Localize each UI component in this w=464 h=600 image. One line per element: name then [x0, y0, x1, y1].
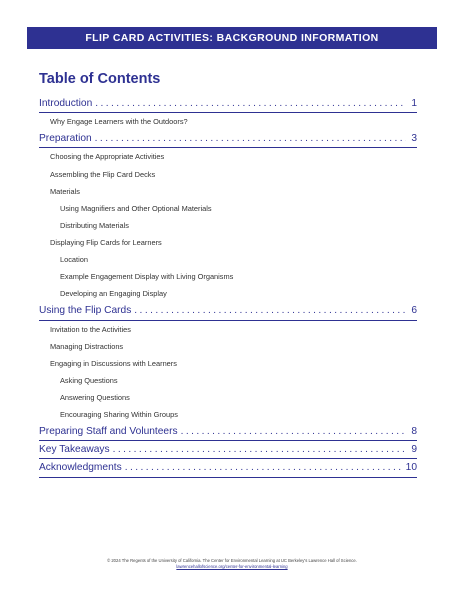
toc-leader-dots [125, 459, 403, 476]
toc-subsection[interactable] [39, 268, 417, 285]
toc-section[interactable] [39, 95, 417, 113]
toc-subsection[interactable] [39, 406, 417, 423]
table-of-contents [39, 95, 417, 478]
toc-entry-label: Location [60, 255, 88, 265]
toc-subsection[interactable] [39, 321, 417, 338]
footer-link[interactable]: lawrencehallofscience.org/center-for-environmental-learning [176, 564, 288, 569]
toc-entry-label: Developing an Engaging Display [60, 289, 167, 299]
toc-entry-label: Displaying Flip Cards for Learners [50, 237, 162, 247]
toc-section[interactable] [39, 459, 417, 477]
toc-subsection[interactable] [39, 372, 417, 389]
toc-leader-dots [95, 95, 406, 112]
toc-leader-dots [113, 441, 406, 458]
toc-subsection[interactable] [39, 355, 417, 372]
toc-entry-label: Choosing the Appropriate Activities [50, 152, 165, 162]
toc-subsection[interactable] [39, 338, 417, 355]
toc-entry-label: Materials [50, 186, 80, 196]
header-banner [27, 27, 437, 49]
toc-leader-dots [134, 302, 406, 319]
toc-page-number: 3 [411, 133, 417, 145]
toc-entry-label: Using Magnifiers and Other Optional Materials [60, 203, 212, 213]
toc-section[interactable] [39, 302, 417, 320]
toc-entry-label: Preparing Staff and Volunteers [39, 426, 178, 438]
toc-page-number: 9 [411, 444, 417, 456]
toc-subsection[interactable] [39, 148, 417, 165]
toc-entry-label: Acknowledgments [39, 462, 122, 474]
toc-entry-label: Assembling the Flip Card Decks [50, 169, 156, 179]
toc-entry-label: Managing Distractions [50, 341, 124, 351]
toc-subsection[interactable] [39, 217, 417, 234]
toc-page-number: 8 [411, 426, 417, 438]
toc-subsection[interactable] [39, 113, 417, 130]
toc-section[interactable] [39, 130, 417, 148]
footer [0, 558, 464, 570]
toc-entry-label: Using the Flip Cards [39, 305, 132, 317]
toc-leader-dots [181, 423, 406, 440]
toc-page-number: 10 [405, 462, 417, 474]
toc-section[interactable] [39, 441, 417, 459]
toc-entry-label: Asking Questions [60, 375, 118, 385]
toc-entry-label: Encouraging Sharing Within Groups [60, 409, 178, 419]
banner-title: FLIP CARD ACTIVITIES: BACKGROUND INFORMATION [85, 32, 379, 44]
toc-page-number: 6 [411, 305, 417, 317]
toc-subsection[interactable] [39, 389, 417, 406]
toc-subsection[interactable] [39, 200, 417, 217]
toc-subsection[interactable] [39, 251, 417, 268]
toc-entry-label: Why Engage Learners with the Outdoors? [50, 117, 188, 127]
toc-entry-label: Preparation [39, 133, 92, 145]
toc-subsection[interactable] [39, 166, 417, 183]
toc-entry-label: Engaging in Discussions with Learners [50, 358, 177, 368]
toc-entry-label: Invitation to the Activities [50, 324, 131, 334]
toc-entry-label: Example Engagement Display with Living Organisms [60, 272, 234, 282]
toc-section[interactable] [39, 423, 417, 441]
footer-copyright: © 2024 The Regents of the University of California. The Center for Environmental Learning at UC Berkeley's Lawrence Hall of Science. [107, 558, 357, 563]
toc-subsection[interactable] [39, 183, 417, 200]
toc-entry-label: Distributing Materials [60, 220, 130, 230]
toc-title: Table of Contents [39, 71, 161, 87]
toc-entry-label: Answering Questions [60, 392, 130, 402]
toc-subsection[interactable] [39, 285, 417, 302]
toc-leader-dots [95, 130, 406, 147]
toc-entry-label: Key Takeaways [39, 444, 110, 456]
toc-page-number: 1 [411, 98, 417, 109]
toc-entry-label: Introduction [39, 98, 93, 109]
toc-subsection[interactable] [39, 234, 417, 251]
